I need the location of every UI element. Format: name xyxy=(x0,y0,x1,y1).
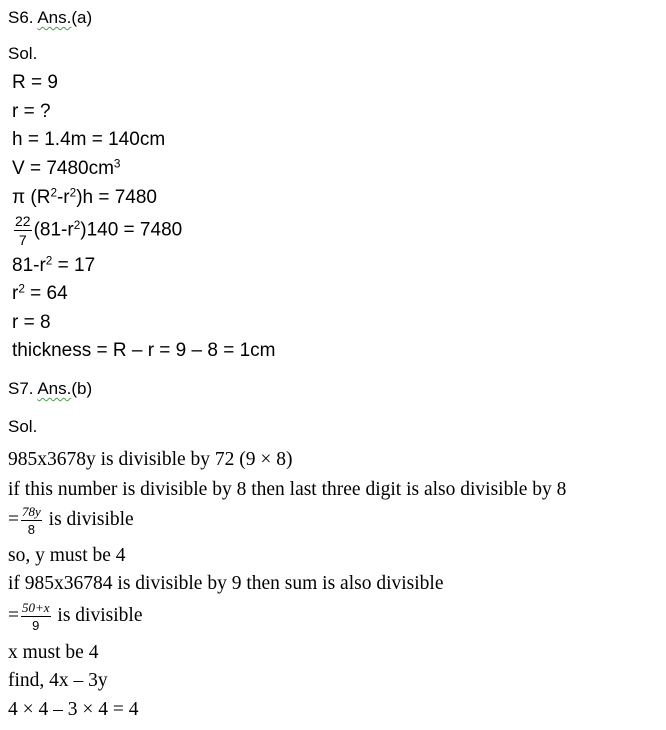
s7-label: S7. xyxy=(8,379,38,398)
s6-inner-radius: r = ? xyxy=(12,101,51,122)
s6-thickness: thickness = R – r = 9 – 8 = 1cm xyxy=(12,340,276,361)
s7-sol-label: Sol. xyxy=(8,417,38,436)
s7-line-find: find, 4x – 3y xyxy=(8,670,108,691)
s6-height: h = 1.4m = 140cm xyxy=(12,129,166,150)
s7-fraction-78y-line: = $\frac{78y}{8}$ is divisible xyxy=(8,504,134,537)
s7-line-result: 4 × 4 – 3 × 4 = 4 xyxy=(8,699,139,720)
s6-volume: $V = 7480cm^3$ xyxy=(12,157,121,179)
s7-fraction-sum-line: = $\frac{50+x}{9}$ is divisible xyxy=(8,600,143,633)
s6-step-r: r = 8 xyxy=(12,312,51,333)
s6-ans-word: Ans. xyxy=(37,8,72,27)
s6-answer-option: (a) xyxy=(71,8,93,27)
s6-answer-heading xyxy=(8,8,92,28)
s6-outer-radius: R = 9 xyxy=(12,72,58,93)
s7-line-x: x must be 4 xyxy=(8,642,99,663)
s7-ans-word: Ans. xyxy=(37,379,72,398)
s7-line-divisible-9: if 985x36784 is divisible by 9 then sum is also divisible xyxy=(8,573,444,594)
s7-answer-option: (b) xyxy=(71,379,93,398)
s6-substituted-equation: $\frac{22}{7}$ $(81-r^2)140 = 7480$ xyxy=(15,213,183,248)
s7-line-y: so, y must be 4 xyxy=(8,545,126,566)
s6-fraction: $\frac{22}{7}$ xyxy=(15,213,31,248)
s7-fraction-sum: $\frac{50+x}{9}$ xyxy=(22,600,50,633)
s6-sol-label: Sol. xyxy=(8,44,38,63)
s7-line-divisible-8: if this number is divisible by 8 then last three digit is also divisible by 8 xyxy=(8,479,567,500)
s7-line-divisible-72: 985x3678y is divisible by 72 (9 × 8) xyxy=(8,449,293,470)
s6-volume-equation: π $(R^2-r^2)h = 7480$ xyxy=(12,186,158,208)
s6-step-17: $81-r^2 = 17$ xyxy=(12,254,96,276)
s6-label: S6. xyxy=(8,8,38,27)
s7-answer-heading xyxy=(8,379,92,399)
s7-fraction-78y: $\frac{78y}{8}$ xyxy=(22,504,41,537)
s6-step-64: $r^2 = 64$ xyxy=(12,282,68,304)
